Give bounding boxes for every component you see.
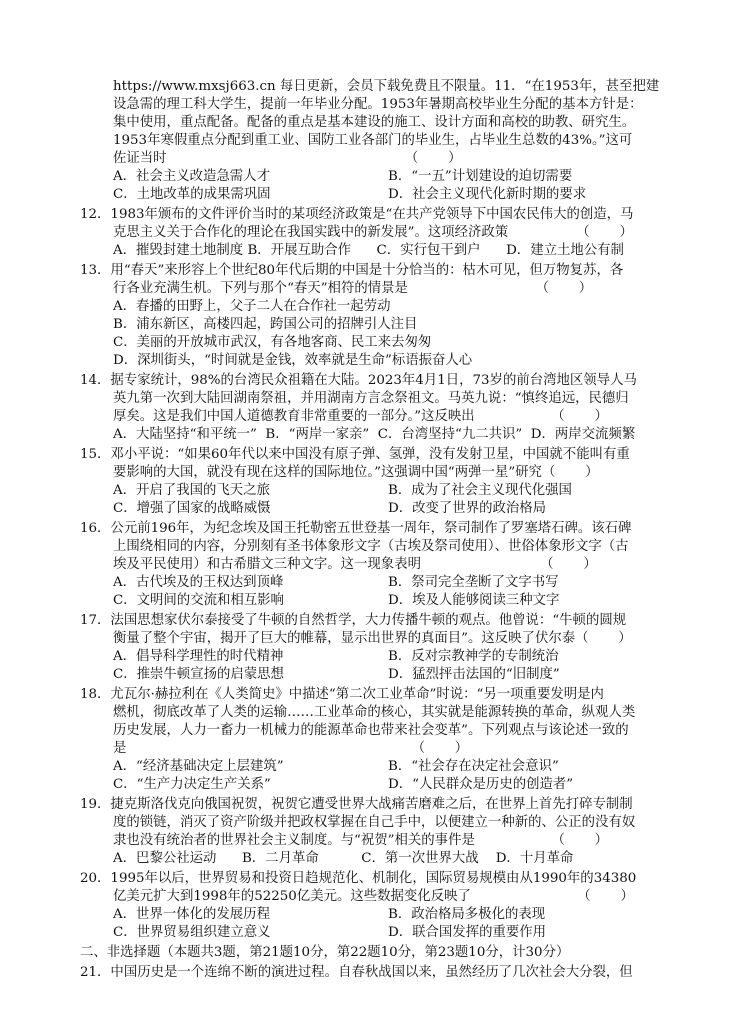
text-line: A．世界一体化的发展历程 [113, 907, 270, 922]
text-line: C．“生产力决定生产关系” [113, 777, 271, 792]
text-line: B．浦东新区，高楼四起，跨国公司的招牌引人注目 [113, 317, 418, 332]
text-line: A．摧毁封建土地制度 B．开展互助合作 C．实行包干到户 D．建立土地公有制 [113, 243, 624, 258]
text-line: 英九第一次到大陆回湖南祭祖，并用湖南方言念祭祖文。马英九说：“慎终追远，民德归 [113, 391, 629, 406]
text-line: D．猛烈抨击法国的“旧制度” [388, 667, 560, 682]
text-line: 要影响的大国，就没有现在这样的国际地位。”这强调中国“两弹一星”研究（ ） [113, 465, 599, 480]
text-line: B．“一五”计划建设的迫切需要 [388, 169, 573, 184]
text-line: B．反对宗教神学的专制统治 [388, 649, 559, 664]
text-line: B．成为了社会主义现代化强国 [388, 483, 572, 498]
text-line: 佐证当时 （ ） [113, 151, 462, 166]
text-line: 19．捷克斯洛伐克向俄国祝贺，祝贺它遭受世界大战痛苦磨难之后，在世界上首先打碎专制制 [80, 797, 633, 812]
text-line: 是 （ ） [113, 741, 469, 756]
text-line: 18．尤瓦尔·赫拉利在《人类简史》中描述“第二次工业革命”时说：“另一项重要发明是内 [80, 687, 604, 702]
text-line: 21．中国历史是一个连绵不断的演进过程。自春秋战国以来，虽然经历了几次社会大分裂，但 [80, 965, 633, 980]
text-line: A．“经济基础决定上层建筑” [113, 759, 284, 774]
text-line: A．开启了我国的飞天之旅 [113, 483, 270, 498]
text-line: A．春播的田野上，父子二人在合作社一起劳动 [113, 299, 391, 314]
text-line: 17．法国思想家伏尔泰接受了牛顿的自然哲学，大力传播牛顿的观点。他曾说：“牛顿的圆规 [80, 613, 627, 628]
text-line: C．推崇牛顿宣扬的启蒙思想 [113, 667, 284, 682]
text-line: 历史发展，人力一畜力一机械力的能源革命也带来社会变革”。下列观点与该论述一致的 [113, 723, 629, 738]
text-line: 度的锁链，消灭了资产阶级并把政权掌握在自己手中，以便建立一种新的、公正的没有奴 [113, 815, 636, 830]
text-line: C．美丽的开放城市武汉，有各地客商、民工来去匆匆 [113, 335, 432, 350]
text-line: B．“社会存在决定社会意识” [388, 759, 559, 774]
text-line: A．大陆坚持“和平统一” B．“两岸一家亲” C．台湾坚持“九二共识” D．两岸交流频繁 [113, 427, 636, 442]
text-line: C．文明间的交流和相互影响 [113, 593, 284, 608]
text-line: B．政治格局多极化的表现 [388, 907, 546, 922]
text-line: 厚矣。这是我们中国人道德教育非常重要的一部分。”这反映出 （ ） [113, 409, 608, 424]
text-line: 燃机，彻底改革了人类的运输……工业革命的核心，其实就是能源转换的革命，纵观人类 [113, 705, 636, 720]
text-line: C．世界贸易组织建立意义 [113, 925, 271, 940]
text-line: 14．据专家统计，98%的台湾民众祖籍在大陆。2023年4月1日，73岁的前台湾地区领导人马 [80, 373, 637, 388]
text-line: D．社会主义现代化新时期的要求 [388, 187, 587, 202]
text-line: 克思主义关于合作化的理论在我国实践中的新发展”。这项经济政策 （ ） [113, 225, 633, 240]
text-line: 设急需的理工科大学生，提前一年毕业分配。1953年暑期高校毕业生分配的基本方针是： [113, 97, 643, 112]
text-line: C．增强了国家的战略威慑 [113, 501, 271, 516]
text-line: 行各业充满生机。下列与那个“春天”相符的情景是 （ ） [113, 281, 593, 296]
text-line: C．土地改革的成果需巩固 [113, 187, 271, 202]
text-line: 12．1983年颁布的文件评价当时的某项经济政策是“在共产党领导下中国农民伟大的创造，马 [80, 207, 634, 222]
text-line: D．改变了世界的政治格局 [388, 501, 547, 516]
text-line: 埃及平民使用）和古希腊文三种文字。这一现象表明 （ ） [113, 557, 597, 572]
text-line: 13．用“春天”来形容上个世纪80年代后期的中国是十分恰当的：枯木可见，但万物复苏，各 [80, 263, 624, 278]
text-line: 上围绕相同的内容，分别刻有圣书体象形文字（古埃及祭司使用）、世俗体象形文字（古 [113, 539, 629, 554]
text-line: D．埃及人能够阅读三种文字 [388, 593, 560, 608]
text-line: D．深圳街头，“时间就是金钱，效率就是生命”标语振奋人心 [113, 353, 473, 368]
text-line: A．巴黎公社运动 B．二月革命 C．第一次世界大战 D．十月革命 [113, 851, 574, 866]
text-line: D．“人民群众是历史的创造者” [388, 777, 574, 792]
text-line: 亿美元扩大到1998年的52250亿美元。这些数据变化反映了 （ ） [113, 889, 634, 904]
text-line: D．联合国发挥的重要作用 [388, 925, 547, 940]
text-line: 二、非选择题（本题共3题，第21题10分，第22题10分，第23题10分，计30分） [80, 945, 570, 960]
text-line: B．祭司完全垄断了文字书写 [388, 575, 559, 590]
text-line: 隶也没有统治者的世界社会主义制度。与“祝贺”相关的事件是 （ ） [113, 833, 609, 848]
text-line: 15．邓小平说：“如果60年代以来中国没有原子弹、氢弹，没有发射卫星，中国就不能叫有重 [80, 447, 630, 462]
text-line: 1953年寒假重点分配到重工业、国防工业各部门的毕业生，占毕业生总数的43%。”这可 [113, 133, 633, 148]
text-line: 20．1995年以后，世界贸易和投资日趋规范化、机制化，国际贸易规模由从1990年的34380 [80, 871, 637, 886]
text-line: 16．公元前196年，为纪念埃及国王托勒密五世登基一周年，祭司制作了罗塞塔石碑。该石碑 [80, 521, 632, 536]
text-line: A．社会主义改造急需人才 [113, 169, 270, 184]
text-line: A．古代埃及的王权达到顶峰 [113, 575, 284, 590]
text-line: 衡量了整个宇宙，揭开了巨大的帷幕，显示出世界的真面目”。这反映了伏尔泰（ ） [113, 631, 632, 646]
text-line: https://www.mxsj663.cn 每日更新，会员下载免费且不限量。11．“在1953年，甚至把建 [113, 79, 660, 94]
text-line: A．倡导科学理性的时代精神 [113, 649, 284, 664]
text-line: 集中使用，重点配备。配备的重点是基本建设的施工、设计方面和高校的助教、研究生。 [113, 115, 636, 130]
